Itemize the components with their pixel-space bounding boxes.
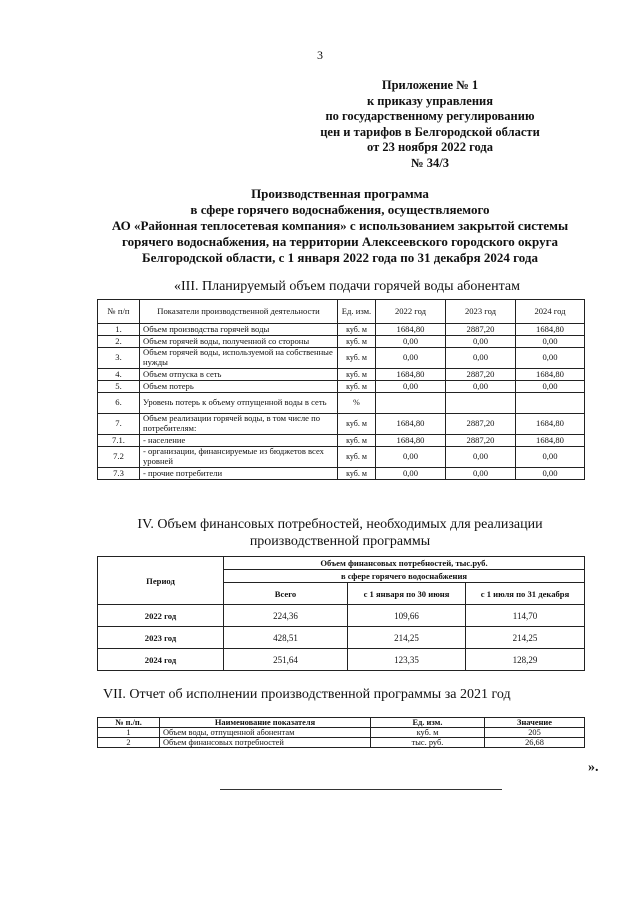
row-value-2022: 1684,80: [376, 414, 446, 435]
row-num: 1.: [98, 324, 140, 336]
row-value-2023: 0,00: [446, 381, 516, 393]
program-title-line: горячего водоснабжения, на территории Алексеевского городского округа: [122, 234, 558, 249]
row-name: - прочие потребители: [140, 468, 338, 480]
row-value: 26,68: [485, 738, 585, 748]
header-first-half: с 1 января по 30 июня: [348, 583, 466, 605]
row-unit: куб. м: [338, 369, 376, 381]
row-first-half: 123,35: [348, 649, 466, 671]
row-value-2024: 0,00: [516, 336, 585, 348]
row-num: 7.1.: [98, 435, 140, 447]
row-name: Объем потерь: [140, 381, 338, 393]
header-unit: Ед. изм.: [371, 718, 485, 728]
row-name: - организации, финансируемые из бюджетов всех уровней: [140, 447, 338, 468]
table-row: [98, 627, 585, 649]
row-value-2022: 0,00: [376, 447, 446, 468]
row-unit: куб. м: [338, 447, 376, 468]
header-name: Наименование показателя: [160, 718, 371, 728]
row-value-2024: 0,00: [516, 381, 585, 393]
table-row: [98, 738, 585, 748]
row-value-2023: 0,00: [446, 348, 516, 369]
row-name: Уровень потерь к объему отпущенной воды в сеть: [140, 393, 338, 414]
row-total: 224,36: [224, 605, 348, 627]
row-value-2023: 0,00: [446, 336, 516, 348]
row-value-2024: 0,00: [516, 348, 585, 369]
header-unit: Ед. изм.: [338, 300, 376, 324]
row-period: 2024 год: [98, 649, 224, 671]
header-total: Всего: [224, 583, 348, 605]
row-second-half: 128,29: [466, 649, 585, 671]
row-unit: куб. м: [338, 348, 376, 369]
table-row: [98, 649, 585, 671]
row-value-2022: 1684,80: [376, 324, 446, 336]
table-row: [98, 393, 585, 414]
row-value-2023: 2887,20: [446, 414, 516, 435]
program-title-line: в сфере горячего водоснабжения, осуществляемого: [190, 202, 490, 217]
table-header-row: [98, 718, 585, 728]
row-second-half: 114,70: [466, 605, 585, 627]
row-name: Объем воды, отпущенной абонентам: [160, 728, 371, 738]
row-value-2023: 2887,20: [446, 435, 516, 447]
row-value-2024: 0,00: [516, 447, 585, 468]
row-unit: куб. м: [338, 381, 376, 393]
row-num: 4.: [98, 369, 140, 381]
signature-line: [220, 789, 502, 790]
row-first-half: 109,66: [348, 605, 466, 627]
row-total: 251,64: [224, 649, 348, 671]
row-name: - население: [140, 435, 338, 447]
page-number: 3: [317, 48, 323, 62]
row-num: 7.2: [98, 447, 140, 468]
water-volume-table: [97, 299, 585, 480]
table-row: [98, 369, 585, 381]
table-row: [98, 414, 585, 435]
header-2022: 2022 год: [376, 300, 446, 324]
header-period: Период: [98, 557, 224, 605]
row-unit: %: [338, 393, 376, 414]
table-row: [98, 336, 585, 348]
row-value-2024: 1684,80: [516, 414, 585, 435]
row-num: 1: [98, 728, 160, 738]
appendix-line: от 23 ноября 2022 года: [367, 140, 493, 155]
appendix-line: по государственному регулированию: [325, 109, 535, 124]
closing-mark: ».: [588, 760, 599, 775]
row-value-2023: 0,00: [446, 468, 516, 480]
row-total: 428,51: [224, 627, 348, 649]
section4-title-line1: IV. Объем финансовых потребностей, необходимых для реализации: [137, 517, 543, 532]
appendix-line: Приложение № 1: [381, 78, 479, 92]
row-value-2022: 0,00: [376, 348, 446, 369]
appendix-line: к приказу управления: [366, 93, 494, 108]
row-value-2022: [376, 393, 446, 414]
header-financial-needs: Объем финансовых потребностей, тыс.руб.: [224, 557, 585, 570]
header-2024: 2024 год: [516, 300, 585, 324]
table-row: [98, 348, 585, 369]
row-value-2024: 0,00: [516, 468, 585, 480]
row-unit: куб. м: [338, 336, 376, 348]
row-num: 7.: [98, 414, 140, 435]
row-value: 205: [485, 728, 585, 738]
row-value-2024: 1684,80: [516, 435, 585, 447]
row-value-2022: 0,00: [376, 381, 446, 393]
table-row: [98, 605, 585, 627]
row-value-2024: 1684,80: [516, 324, 585, 336]
table-row: [98, 324, 585, 336]
report-table: [97, 717, 585, 748]
row-unit: куб. м: [338, 414, 376, 435]
table-header-row: [98, 300, 585, 324]
appendix-header: [280, 78, 580, 172]
header-hot-water: в сфере горячего водоснабжения: [224, 570, 585, 583]
row-unit: куб. м: [338, 324, 376, 336]
row-unit: куб. м: [338, 435, 376, 447]
row-num: 2.: [98, 336, 140, 348]
row-value-2023: 0,00: [446, 447, 516, 468]
row-name: Объем отпуска в сеть: [140, 369, 338, 381]
row-second-half: 214,25: [466, 627, 585, 649]
row-value-2023: [446, 393, 516, 414]
row-name: Объем горячей воды, полученной со стороны: [140, 336, 338, 348]
row-name: Объем горячей воды, используемой на собственные нужды: [140, 348, 338, 369]
row-unit: куб. м: [338, 468, 376, 480]
row-name: Объем финансовых потребностей: [160, 738, 371, 748]
row-value-2022: 0,00: [376, 468, 446, 480]
table-row: [98, 728, 585, 738]
appendix-line: цен и тарифов в Белгородской области: [320, 124, 540, 139]
table-row: [98, 468, 585, 480]
header-num: № п./п.: [98, 718, 160, 728]
appendix-line: № 34/3: [411, 155, 449, 170]
header-value: Значение: [485, 718, 585, 728]
program-title-line: Белгородской области, с 1 января 2022 года по 31 декабря 2024 года: [142, 250, 538, 265]
header-second-half: с 1 июля по 31 декабря: [466, 583, 585, 605]
row-value-2023: 2887,20: [446, 324, 516, 336]
section4-title-line2: производственной программы: [249, 534, 431, 549]
program-title-line: АО «Районная теплосетевая компания» с использованием закрытой системы: [111, 218, 569, 233]
header-2023: 2023 год: [446, 300, 516, 324]
row-num: 7.3: [98, 468, 140, 480]
row-unit: тыс. руб.: [371, 738, 485, 748]
table-row: [98, 381, 585, 393]
row-unit: куб. м: [371, 728, 485, 738]
row-name: Объем производства горячей воды: [140, 324, 338, 336]
row-first-half: 214,25: [348, 627, 466, 649]
table-row: [98, 435, 585, 447]
program-title-line: Производственная программа: [251, 186, 429, 201]
section7-title: VII. Отчет об исполнении производственной программы за 2021 год: [103, 687, 511, 702]
row-num: 2: [98, 738, 160, 748]
section3-title: «III. Планируемый объем подачи горячей воды абонентам: [174, 279, 520, 294]
header-num: № п/п: [98, 300, 140, 324]
row-value-2024: [516, 393, 585, 414]
table-header-row: [98, 557, 585, 570]
table-row: [98, 447, 585, 468]
header-indicator: Показатели производственной деятельности: [140, 300, 338, 324]
program-title: [40, 186, 640, 266]
row-period: 2023 год: [98, 627, 224, 649]
financial-needs-table: [97, 556, 585, 671]
row-num: 3.: [98, 348, 140, 369]
row-value-2023: 2887,20: [446, 369, 516, 381]
row-value-2022: 0,00: [376, 336, 446, 348]
row-value-2022: 1684,80: [376, 369, 446, 381]
row-period: 2022 год: [98, 605, 224, 627]
row-num: 5.: [98, 381, 140, 393]
row-value-2024: 1684,80: [516, 369, 585, 381]
row-name: Объем реализации горячей воды, в том числе по потребителям:: [140, 414, 338, 435]
row-num: 6.: [98, 393, 140, 414]
row-value-2022: 1684,80: [376, 435, 446, 447]
